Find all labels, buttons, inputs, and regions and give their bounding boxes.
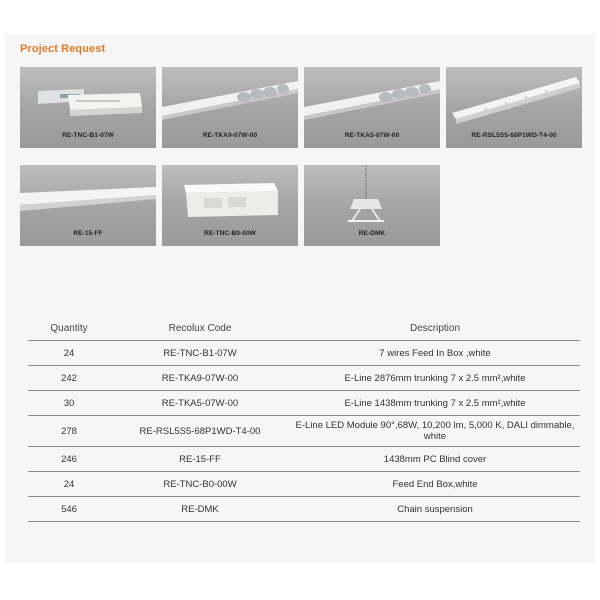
code-cell: RE-RSL5S5-68P1WD-T4-00: [110, 416, 290, 447]
description-cell: Chain suspension: [290, 497, 580, 522]
project-request-table: [28, 316, 580, 522]
code-cell: RE-TNC-B0-00W: [110, 472, 290, 497]
code-cell: RE-DMK: [110, 497, 290, 522]
description-header: Description: [290, 316, 580, 341]
quantity-cell: 30: [28, 391, 110, 416]
code-cell: RE-15-FF: [110, 447, 290, 472]
product-tile-trunking-2876: [162, 67, 298, 148]
table-header-row: [28, 316, 580, 341]
page-title: Project Request: [20, 43, 106, 55]
quantity-header: Quantity: [28, 316, 110, 341]
product-tile-led-module: [446, 67, 582, 148]
table-row: [28, 366, 580, 391]
quantity-cell: 246: [28, 447, 110, 472]
description-cell: Feed End Box,white: [290, 472, 580, 497]
code-cell: RE-TNC-B1-07W: [110, 341, 290, 366]
product-code-label: RE-TKA5-07W-00: [344, 132, 400, 139]
product-code-label: RE-15-FF: [73, 230, 103, 237]
quantity-cell: 24: [28, 341, 110, 366]
code-cell: RE-TKA9-07W-00: [110, 366, 290, 391]
product-tile-blind-cover: [20, 165, 156, 246]
description-cell: E-Line 1438mm trunking 7 x 2.5 mm²,white: [290, 391, 580, 416]
product-code-label: RE-TNC-B1-07W: [62, 132, 114, 139]
code-header: Recolux Code: [110, 316, 290, 341]
table-row: [28, 472, 580, 497]
table-row: [28, 447, 580, 472]
product-code-label: RE-TKA9-07W-00: [202, 132, 258, 139]
product-code-label: RE-TNC-B0-00W: [204, 230, 256, 237]
product-tile-feed-in-box: [20, 67, 156, 148]
product-code-label: RE-RSL5S5-68P1WD-T4-00: [471, 132, 557, 139]
quantity-cell: 278: [28, 416, 110, 447]
product-tile-feed-end-box: [162, 165, 298, 246]
quantity-cell: 546: [28, 497, 110, 522]
table-row: [28, 341, 580, 366]
product-tile-chain-suspension: [304, 165, 440, 246]
table-row: [28, 416, 580, 447]
description-cell: 1438mm PC Blind cover: [290, 447, 580, 472]
description-cell: E-Line LED Module 90°,68W, 10,200 lm, 5,000 K, DALI dimmable, white: [290, 416, 580, 447]
code-cell: RE-TKA5-07W-00: [110, 391, 290, 416]
product-tile-trunking-1438: [304, 67, 440, 148]
table-row: [28, 391, 580, 416]
table-row: [28, 497, 580, 522]
quantity-cell: 24: [28, 472, 110, 497]
description-cell: 7 wires Feed In Box ,white: [290, 341, 580, 366]
product-code-label: RE-DMK: [358, 230, 386, 237]
description-cell: E-Line 2876mm trunking 7 x 2.5 mm²,white: [290, 366, 580, 391]
quantity-cell: 242: [28, 366, 110, 391]
